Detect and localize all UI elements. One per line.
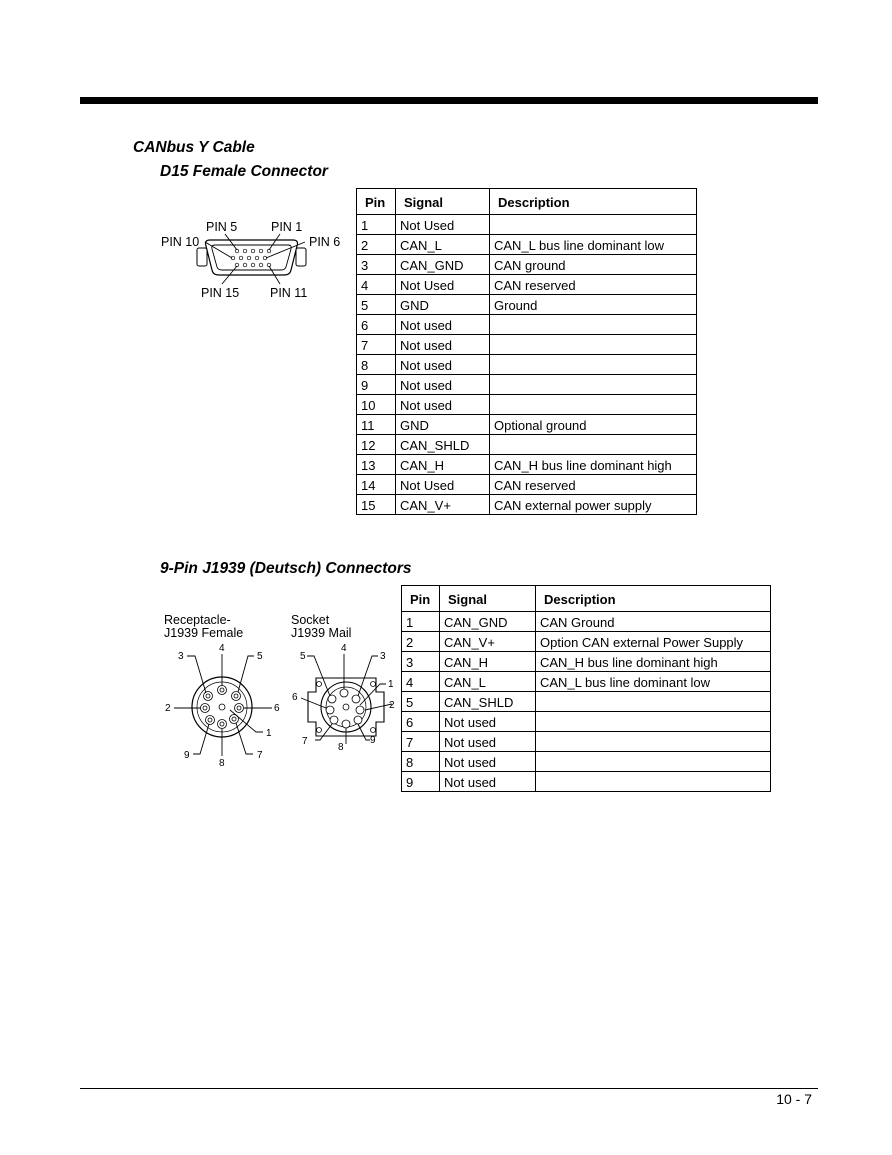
table-row [357, 275, 697, 295]
cell-pin: 1 [357, 215, 396, 235]
cell-signal: Not used [440, 772, 536, 792]
table-row [402, 612, 771, 632]
socket-pin-8: 8 [338, 742, 344, 753]
cell-description [490, 375, 697, 395]
socket-pin-5: 5 [300, 651, 306, 662]
cell-signal: Not used [396, 335, 490, 355]
cell-description [490, 355, 697, 375]
cell-description: CAN ground [490, 255, 697, 275]
table-header-row [402, 586, 771, 612]
cell-description [536, 692, 771, 712]
receptacle-pin-4: 4 [219, 643, 225, 654]
socket-pin-3: 3 [380, 651, 386, 662]
cell-description [536, 752, 771, 772]
table-row [357, 495, 697, 515]
cell-pin: 15 [357, 495, 396, 515]
cell-description: CAN_H bus line dominant high [490, 455, 697, 475]
receptacle-pin-9: 9 [184, 750, 190, 761]
table-row [402, 692, 771, 712]
cell-signal: Not Used [396, 475, 490, 495]
table-row [402, 732, 771, 752]
header-description: Description [536, 586, 771, 612]
table-row [357, 335, 697, 355]
d15-label-pin5: PIN 5 [206, 220, 238, 234]
socket-label-line2: J1939 Mail [291, 626, 352, 640]
cell-pin: 7 [357, 335, 396, 355]
socket-pin-7: 7 [302, 736, 308, 747]
d15-connector-drawing [195, 230, 315, 290]
cell-description: CAN external power supply [490, 495, 697, 515]
cell-pin: 1 [402, 612, 440, 632]
receptacle-pin-7: 7 [257, 750, 263, 761]
header-description: Description [490, 189, 697, 215]
cell-signal: CAN_H [396, 455, 490, 475]
d15-label-pin10: PIN 10 [161, 235, 200, 249]
cell-signal: Not used [396, 315, 490, 335]
cell-pin: 13 [357, 455, 396, 475]
receptacle-pin-5: 5 [257, 651, 263, 662]
cell-pin: 5 [357, 295, 396, 315]
cell-signal: Not used [440, 732, 536, 752]
cell-pin: 10 [357, 395, 396, 415]
cell-pin: 8 [357, 355, 396, 375]
socket-pin-6: 6 [292, 692, 298, 703]
cell-description: Optional ground [490, 415, 697, 435]
cell-description [490, 395, 697, 415]
table-row [357, 455, 697, 475]
cell-pin: 6 [402, 712, 440, 732]
table-row [357, 315, 697, 335]
cell-signal: CAN_L [396, 235, 490, 255]
cell-pin: 7 [402, 732, 440, 752]
table-row [402, 772, 771, 792]
socket-label-line1: Socket [291, 613, 330, 627]
cell-pin: 2 [402, 632, 440, 652]
cell-description: CAN reserved [490, 275, 697, 295]
cell-signal: CAN_H [440, 652, 536, 672]
table-row [357, 395, 697, 415]
receptacle-pin-8: 8 [219, 758, 225, 769]
d15-label-pin6: PIN 6 [309, 235, 341, 249]
cell-signal: Not used [396, 395, 490, 415]
cell-signal: Not used [440, 712, 536, 732]
receptacle-drawing [160, 640, 290, 770]
cell-pin: 2 [357, 235, 396, 255]
cell-signal: CAN_GND [396, 255, 490, 275]
cell-description: CAN_H bus line dominant high [536, 652, 771, 672]
table-row [357, 375, 697, 395]
d15-label-pin1: PIN 1 [271, 220, 303, 234]
cell-signal: CAN_SHLD [396, 435, 490, 455]
socket-pin-4: 4 [341, 643, 347, 654]
cell-description: Option CAN external Power Supply [536, 632, 771, 652]
bottom-rule [80, 1088, 818, 1089]
cell-signal: Not Used [396, 215, 490, 235]
receptacle-pin-6: 6 [274, 703, 280, 714]
header-signal: Signal [440, 586, 536, 612]
table-row [357, 415, 697, 435]
header-pin: Pin [402, 586, 440, 612]
table-row [357, 235, 697, 255]
cell-signal: CAN_V+ [440, 632, 536, 652]
table-row [402, 672, 771, 692]
cell-signal: Not Used [396, 275, 490, 295]
cell-pin: 8 [402, 752, 440, 772]
cell-pin: 6 [357, 315, 396, 335]
table-row [402, 652, 771, 672]
cell-pin: 9 [402, 772, 440, 792]
cell-signal: Not used [396, 375, 490, 395]
receptacle-pin-1: 1 [266, 728, 272, 739]
cell-description [536, 772, 771, 792]
d15-pinout-table [356, 188, 697, 515]
socket-drawing [288, 640, 408, 770]
table-row [402, 752, 771, 772]
cell-signal: CAN_V+ [396, 495, 490, 515]
j1939-pinout-table [401, 585, 771, 792]
cell-description: CAN_L bus line dominant low [490, 235, 697, 255]
table-row [357, 475, 697, 495]
cell-description [536, 712, 771, 732]
cell-description [490, 215, 697, 235]
cell-description [490, 335, 697, 355]
cell-pin: 3 [357, 255, 396, 275]
d15-label-pin11: PIN 11 [270, 286, 308, 300]
cell-description [536, 732, 771, 752]
cell-pin: 12 [357, 435, 396, 455]
cell-description: CAN Ground [536, 612, 771, 632]
table-row [402, 632, 771, 652]
cell-signal: GND [396, 295, 490, 315]
header-pin: Pin [357, 189, 396, 215]
cell-description [490, 435, 697, 455]
page-number: 10 - 7 [776, 1091, 812, 1107]
receptacle-label-line2: J1939 Female [164, 626, 244, 640]
socket-pin-2: 2 [389, 700, 395, 711]
cell-signal: Not used [440, 752, 536, 772]
cell-description: CAN reserved [490, 475, 697, 495]
d15-heading: D15 Female Connector [160, 163, 328, 180]
receptacle-pin-3: 3 [178, 651, 184, 662]
d15-label-pin15: PIN 15 [201, 286, 240, 300]
cell-description: CAN_L bus line dominant low [536, 672, 771, 692]
table-row [402, 712, 771, 732]
cell-signal: CAN_GND [440, 612, 536, 632]
cell-pin: 3 [402, 652, 440, 672]
section-heading: CANbus Y Cable [133, 139, 255, 156]
table-row [357, 355, 697, 375]
socket-pin-1: 1 [388, 679, 394, 690]
table-row [357, 215, 697, 235]
cell-pin: 4 [357, 275, 396, 295]
cell-pin: 11 [357, 415, 396, 435]
table-row [357, 435, 697, 455]
cell-description: Ground [490, 295, 697, 315]
cell-signal: GND [396, 415, 490, 435]
cell-signal: CAN_SHLD [440, 692, 536, 712]
cell-pin: 9 [357, 375, 396, 395]
cell-pin: 14 [357, 475, 396, 495]
top-rule [80, 97, 818, 104]
table-header-row [357, 189, 697, 215]
receptacle-pin-2: 2 [165, 703, 171, 714]
table-row [357, 255, 697, 275]
cell-pin: 4 [402, 672, 440, 692]
cell-signal: Not used [396, 355, 490, 375]
receptacle-label-line1: Receptacle- [164, 613, 231, 627]
cell-pin: 5 [402, 692, 440, 712]
header-signal: Signal [396, 189, 490, 215]
table-row [357, 295, 697, 315]
cell-description [490, 315, 697, 335]
socket-pin-9: 9 [370, 735, 376, 746]
cell-signal: CAN_L [440, 672, 536, 692]
j1939-heading: 9-Pin J1939 (Deutsch) Connectors [160, 560, 412, 577]
